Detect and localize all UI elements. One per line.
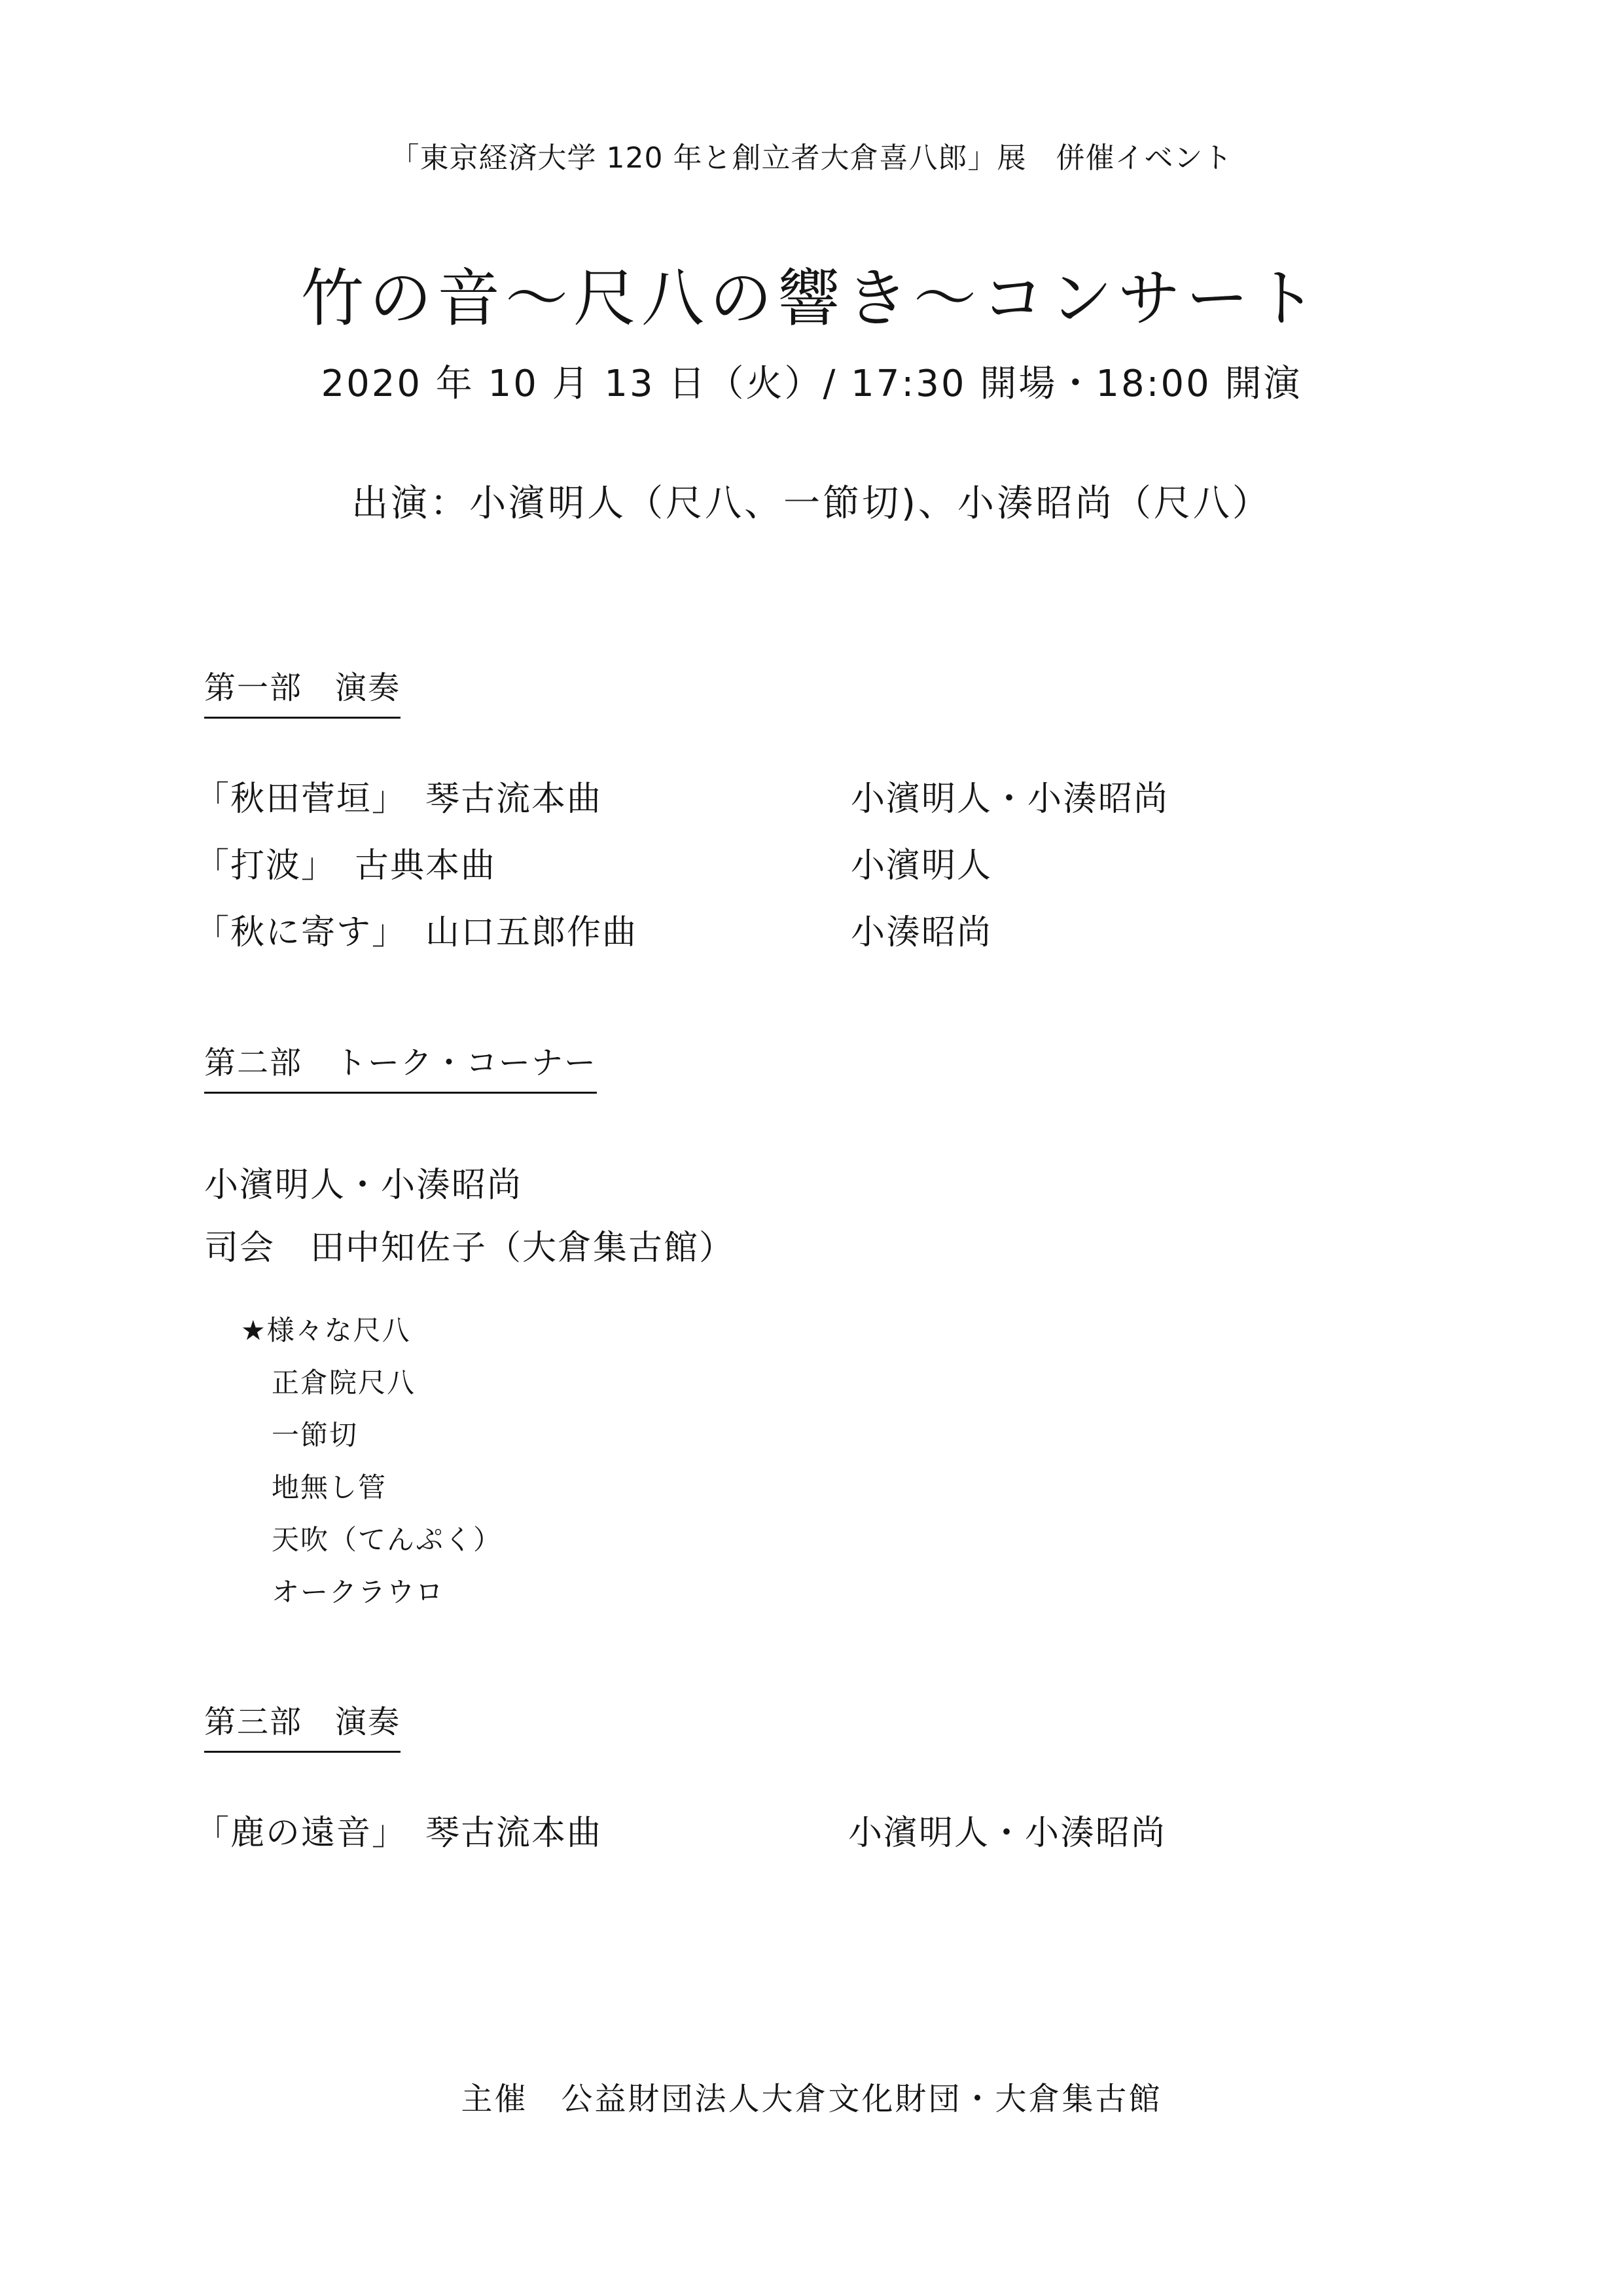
part1-piece-3: 「秋に寄す」 山口五郎作曲 [195, 913, 638, 952]
topic-item: 地無し管 [272, 1471, 387, 1503]
topic-item: オークラウロ [272, 1576, 445, 1608]
part1-performer-2: 小濱明人 [851, 846, 993, 886]
part1-heading: 第一部 演奏 [204, 662, 401, 719]
event-date: 2020 年 10 月 13 日（火）/ 17:30 開場・18:00 開演 [321, 363, 1302, 405]
topic-item: 天吹（てんぷく） [272, 1524, 503, 1556]
part1-piece-1: 「秋田菅垣」 琴古流本曲 [195, 780, 603, 819]
part1-performer-1: 小濱明人・小湊昭尚 [851, 780, 1169, 819]
topic-item: 正倉院尺八 [272, 1367, 416, 1399]
part2-heading: 第二部 トーク・コーナー [204, 1037, 597, 1094]
event-subtitle: 「東京経済大学 120 年と創立者大倉喜八郎」展 併催イベント [390, 141, 1233, 175]
talk-host: 司会 田中知佐子（大倉集古館） [204, 1229, 735, 1268]
organizer-line: 主催 公益財団法人大倉文化財団・大倉集古館 [461, 2081, 1162, 2117]
part3-piece-1: 「鹿の遠音」 琴古流本曲 [195, 1814, 603, 1853]
topics-title: ★様々な尺八 [241, 1314, 411, 1346]
part3-performer-1: 小濱明人・小湊昭尚 [848, 1814, 1167, 1853]
part3-heading: 第三部 演奏 [204, 1696, 401, 1753]
talk-speakers: 小濱明人・小湊昭尚 [204, 1166, 523, 1205]
part1-piece-2: 「打波」 古典本曲 [195, 846, 497, 886]
part1-performer-3: 小湊昭尚 [851, 913, 993, 952]
performers-line: 出演：小濱明人（尺八、一節切)、小湊昭尚（尺八） [351, 482, 1272, 525]
page-title: 竹の音～尺八の響き～コンサート [301, 262, 1322, 335]
topic-item: 一節切 [272, 1419, 359, 1451]
